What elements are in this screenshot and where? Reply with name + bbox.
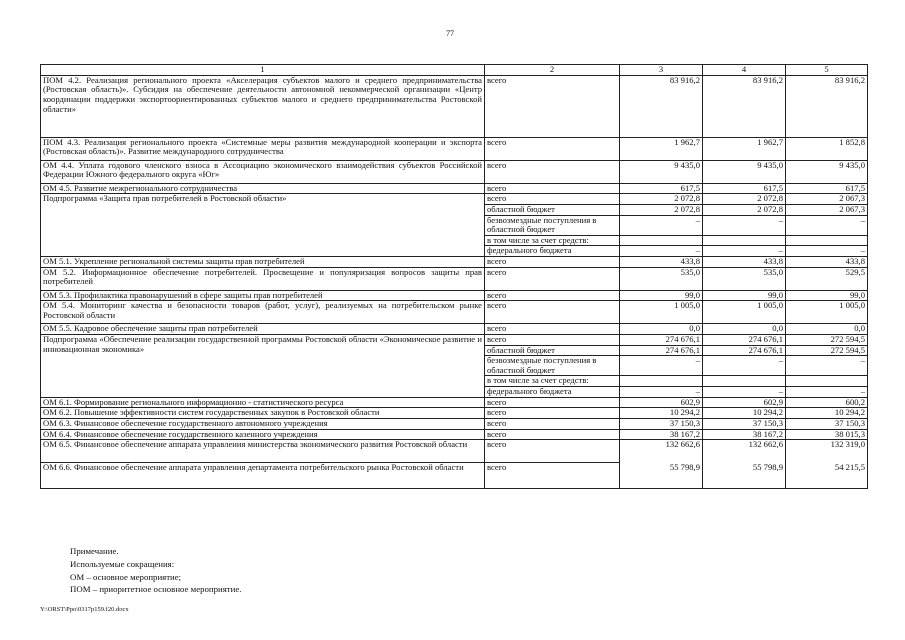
table-row [41, 290, 868, 301]
year-amount-cell: 274 676,1 [703, 334, 786, 345]
year-amount-cell: 1 005,0 [620, 301, 703, 324]
year-amount-cell: 2 072,8 [620, 194, 703, 205]
column-header: 1 [41, 65, 485, 76]
year-amount-cell: 433,8 [620, 257, 703, 268]
table-row [41, 334, 868, 345]
year-amount-cell: 617,5 [620, 183, 703, 194]
year-amount-cell: 1 962,7 [703, 137, 786, 160]
year-amount-cell: 55 798,9 [703, 463, 786, 489]
funding-source-cell: областной бюджет [485, 345, 620, 356]
year-amount-cell: 0,0 [786, 324, 868, 335]
year-amount-cell: – [786, 215, 868, 235]
year-amount-cell: 10 294,2 [620, 408, 703, 419]
funding-source-cell: всего [485, 324, 620, 335]
year-amount-cell [703, 376, 786, 387]
year-amount-cell: – [703, 356, 786, 376]
funding-source-cell: всего [485, 429, 620, 440]
year-amount-cell: 99,0 [703, 290, 786, 301]
funding-source-cell: всего [485, 290, 620, 301]
table-row [41, 397, 868, 408]
year-amount-cell [703, 235, 786, 246]
table-row [41, 418, 868, 429]
year-amount-cell: 2 067,3 [786, 204, 868, 215]
funding-source-cell: в том числе за счет средств: [485, 376, 620, 387]
year-amount-cell: – [786, 246, 868, 257]
year-amount-cell: 535,0 [703, 267, 786, 290]
year-amount-cell: 535,0 [620, 267, 703, 290]
abbreviations-intro: Используемые сокращения: [70, 558, 175, 569]
activity-name-cell: ПОМ 4.3. Реализация регионального проекта «Системные меры развития международной кооперации и экспорта (Ростовская область)». Развитие международного сотрудничества [41, 137, 485, 160]
year-amount-cell: 9 435,0 [703, 160, 786, 183]
funding-source-cell: всего [485, 301, 620, 324]
table-row [41, 463, 868, 489]
table-row [41, 160, 868, 183]
year-amount-cell: 274 676,1 [620, 345, 703, 356]
year-amount-cell: 602,9 [620, 397, 703, 408]
year-amount-cell: 2 072,8 [703, 194, 786, 205]
table-row [41, 301, 868, 324]
funding-source-cell: всего [485, 440, 620, 463]
table-row [41, 75, 868, 137]
table-row [41, 429, 868, 440]
activity-name-cell: ПОМ 4.2. Реализация регионального проекта «Акселерация субъектов малого и среднего предпринимательства (Ростовская область)». Субсидия на обеспечение деятельности автономной некоммерческой организации «Центр координации поддержки экспортоориентированных субъектов малого и среднего предпринимательства Ростовской области» [41, 75, 485, 137]
funding-source-cell: всего [485, 463, 620, 489]
year-amount-cell: – [786, 356, 868, 376]
activity-name-cell: ОМ 5.2. Информационное обеспечение потребителей. Просвещение и популяризация вопросов защиты прав потребителей [41, 267, 485, 290]
year-amount-cell: 83 916,2 [703, 75, 786, 137]
budget-table [40, 64, 868, 489]
year-amount-cell [620, 235, 703, 246]
year-amount-cell: – [786, 387, 868, 398]
year-amount-cell: 272 594,5 [786, 334, 868, 345]
activity-name-cell: ОМ 4.4. Уплата годового членского взноса в Ассоциацию экономического взаимодействия субъектов Российской Федерации Южного федерального округа «Юг» [41, 160, 485, 183]
year-amount-cell: – [620, 356, 703, 376]
year-amount-cell: 1 962,7 [620, 137, 703, 160]
year-amount-cell: 2 067,3 [786, 194, 868, 205]
year-amount-cell: 274 676,1 [703, 345, 786, 356]
year-amount-cell: 83 916,2 [620, 75, 703, 137]
table-row [41, 257, 868, 268]
year-amount-cell: 38 167,2 [620, 429, 703, 440]
year-amount-cell: 433,8 [786, 257, 868, 268]
activity-name-cell: ОМ 6.6. Финансовое обеспечение аппарата управления департамента потребительского рынка Ростовской области [41, 463, 485, 489]
activity-name-cell: ОМ 6.2. Повышение эффективности систем государственных закупок в Ростовской области [41, 408, 485, 419]
table-row [41, 183, 868, 194]
funding-source-cell: безвозмездные поступления в областной бюджет [485, 356, 620, 376]
funding-source-cell: федерального бюджета [485, 246, 620, 257]
year-amount-cell: 37 150,3 [786, 418, 868, 429]
year-amount-cell: 37 150,3 [620, 418, 703, 429]
funding-source-cell: федерального бюджета [485, 387, 620, 398]
year-amount-cell: 0,0 [703, 324, 786, 335]
year-amount-cell: 0,0 [620, 324, 703, 335]
year-amount-cell: 9 435,0 [786, 160, 868, 183]
column-header: 4 [703, 65, 786, 76]
year-amount-cell: – [620, 215, 703, 235]
activity-name-cell: ОМ 4.5. Развитие межрегионального сотрудничества [41, 183, 485, 194]
year-amount-cell: 602,9 [703, 397, 786, 408]
abbreviation-om: ОМ – основное мероприятие; [70, 571, 182, 582]
funding-source-cell: всего [485, 397, 620, 408]
year-amount-cell: – [703, 215, 786, 235]
year-amount-cell: 1 005,0 [786, 301, 868, 324]
activity-name-cell: ОМ 5.1. Укрепление региональной системы защиты прав потребителей [41, 257, 485, 268]
column-header: 3 [620, 65, 703, 76]
activity-name-cell: ОМ 6.3. Финансовое обеспечение государственного автономного учреждения [41, 418, 485, 429]
year-amount-cell: 617,5 [703, 183, 786, 194]
table-row [41, 137, 868, 160]
year-amount-cell: 38 167,2 [703, 429, 786, 440]
funding-source-cell: всего [485, 334, 620, 345]
year-amount-cell: 83 916,2 [786, 75, 868, 137]
funding-source-cell: всего [485, 408, 620, 419]
table-row [41, 440, 868, 463]
funding-source-cell: всего [485, 75, 620, 137]
year-amount-cell: 1 852,8 [786, 137, 868, 160]
year-amount-cell: 99,0 [620, 290, 703, 301]
table-row [41, 408, 868, 419]
funding-source-cell: всего [485, 160, 620, 183]
year-amount-cell: 433,8 [703, 257, 786, 268]
year-amount-cell: 132 662,6 [620, 440, 703, 463]
year-amount-cell: 617,5 [786, 183, 868, 194]
year-amount-cell: 1 005,0 [703, 301, 786, 324]
subprogram-name-cell: Подпрограмма «Защита прав потребителей в Ростовской области» [41, 194, 485, 257]
funding-source-cell: в том числе за счет средств: [485, 235, 620, 246]
year-amount-cell: – [703, 387, 786, 398]
column-header: 2 [485, 65, 620, 76]
year-amount-cell: 274 676,1 [620, 334, 703, 345]
year-amount-cell: 38 015,3 [786, 429, 868, 440]
year-amount-cell: 2 072,8 [620, 204, 703, 215]
year-amount-cell: 55 798,9 [620, 463, 703, 489]
table-row [41, 267, 868, 290]
year-amount-cell: 10 294,2 [786, 408, 868, 419]
year-amount-cell: 54 215,5 [786, 463, 868, 489]
year-amount-cell: 600,2 [786, 397, 868, 408]
funding-source-cell: всего [485, 137, 620, 160]
funding-source-cell: всего [485, 183, 620, 194]
subprogram-name-cell: Подпрограмма «Обеспечение реализации государственной программы Ростовской области «Экономическое развитие и инновационная экономика» [41, 334, 485, 397]
activity-name-cell: ОМ 6.1. Формирование регионального информационно - статистического ресурса [41, 397, 485, 408]
year-amount-cell: 37 150,3 [703, 418, 786, 429]
year-amount-cell: – [620, 387, 703, 398]
year-amount-cell: 529,5 [786, 267, 868, 290]
activity-name-cell: ОМ 5.5. Кадровое обеспечение защиты прав потребителей [41, 324, 485, 335]
year-amount-cell: 99,0 [786, 290, 868, 301]
year-amount-cell: 10 294,2 [703, 408, 786, 419]
funding-source-cell: областной бюджет [485, 204, 620, 215]
document-file-path: Y:\ORST\Ppo\0317p159.f20.docx [40, 606, 129, 613]
table-row [41, 324, 868, 335]
activity-name-cell: ОМ 6.4. Финансовое обеспечение государственного казенного учреждения [41, 429, 485, 440]
year-amount-cell: 132 662,6 [703, 440, 786, 463]
table-header-row [41, 65, 868, 76]
activity-name-cell: ОМ 6.5. Финансовое обеспечение аппарата управления министерства экономического развития Ростовской области [41, 440, 485, 463]
year-amount-cell: 132 319,0 [786, 440, 868, 463]
year-amount-cell: 9 435,0 [620, 160, 703, 183]
year-amount-cell: – [703, 246, 786, 257]
year-amount-cell: – [620, 246, 703, 257]
year-amount-cell [620, 376, 703, 387]
funding-source-cell: всего [485, 418, 620, 429]
activity-name-cell: ОМ 5.3. Профилактика правонарушений в сфере защиты прав потребителей [41, 290, 485, 301]
notes-title: Примечание. [70, 546, 119, 556]
footnotes [70, 545, 241, 596]
table-row [41, 194, 868, 205]
activity-name-cell: ОМ 5.4. Мониторинг качества и безопасности товаров (работ, услуг), реализуемых на потребительском рынке Ростовской области [41, 301, 485, 324]
year-amount-cell: 2 072,8 [703, 204, 786, 215]
year-amount-cell [786, 376, 868, 387]
funding-source-cell: безвозмездные поступления в областной бюджет [485, 215, 620, 235]
abbreviation-pom: ПОМ – приоритетное основное мероприятие. [70, 584, 242, 595]
year-amount-cell: 272 594,5 [786, 345, 868, 356]
year-amount-cell [786, 235, 868, 246]
funding-source-cell: всего [485, 267, 620, 290]
page-number: 77 [446, 29, 454, 38]
funding-source-cell: всего [485, 257, 620, 268]
funding-source-cell: всего [485, 194, 620, 205]
column-header: 5 [786, 65, 868, 76]
